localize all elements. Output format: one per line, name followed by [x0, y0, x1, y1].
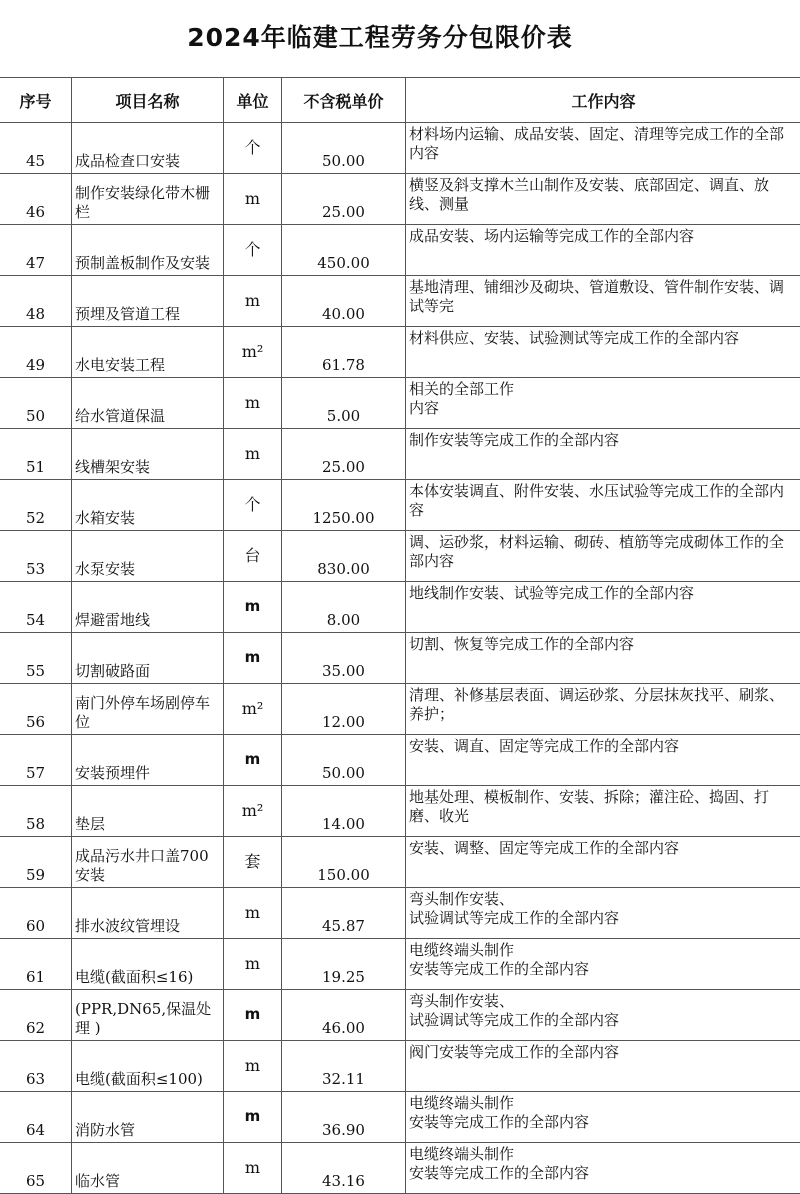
item-unit: m	[224, 276, 282, 327]
table-row	[0, 735, 800, 786]
item-unit: m²	[224, 327, 282, 378]
unit-price: 43.16	[282, 1143, 406, 1194]
unit-price: 450.00	[282, 225, 406, 276]
item-unit: 台	[224, 531, 282, 582]
work-content: 相关的全部工作 内容	[406, 378, 800, 429]
item-unit: 套	[224, 837, 282, 888]
row-number: 53	[0, 531, 72, 582]
table-row	[0, 1143, 800, 1194]
work-content: 材料供应、安装、试验测试等完成工作的全部内容	[406, 327, 800, 378]
unit-price: 25.00	[282, 429, 406, 480]
row-number: 47	[0, 225, 72, 276]
item-unit: m²	[224, 786, 282, 837]
item-name: 切割破路面	[72, 633, 224, 684]
item-name: 预制盖板制作及安装	[72, 225, 224, 276]
page-title: 2024年临建工程劳务分包限价表	[0, 18, 760, 54]
item-name: 焊避雷地线	[72, 582, 224, 633]
item-unit: m	[224, 1143, 282, 1194]
item-name: 消防水管	[72, 1092, 224, 1143]
table-row	[0, 276, 800, 327]
table-row	[0, 378, 800, 429]
table-row	[0, 174, 800, 225]
item-unit: m	[224, 888, 282, 939]
header-work: 工作内容	[406, 78, 800, 123]
unit-price: 36.90	[282, 1092, 406, 1143]
work-content: 电缆终端头制作 安装等完成工作的全部内容	[406, 939, 800, 990]
row-number: 58	[0, 786, 72, 837]
item-unit: m	[224, 990, 282, 1041]
row-number: 64	[0, 1092, 72, 1143]
work-content: 横竖及斜支撑木兰山制作及安装、底部固定、调直、放线、测量	[406, 174, 800, 225]
item-unit: m	[224, 633, 282, 684]
table-row	[0, 633, 800, 684]
work-content: 切割、恢复等完成工作的全部内容	[406, 633, 800, 684]
row-number: 65	[0, 1143, 72, 1194]
unit-price: 25.00	[282, 174, 406, 225]
unit-price: 50.00	[282, 735, 406, 786]
unit-price: 5.00	[282, 378, 406, 429]
unit-price: 19.25	[282, 939, 406, 990]
work-content: 地线制作安装、试验等完成工作的全部内容	[406, 582, 800, 633]
item-name: 水电安装工程	[72, 327, 224, 378]
item-name: (PPR,DN65,保温处理 )	[72, 990, 224, 1041]
unit-price: 50.00	[282, 123, 406, 174]
row-number: 57	[0, 735, 72, 786]
item-unit: m	[224, 378, 282, 429]
row-number: 48	[0, 276, 72, 327]
row-number: 63	[0, 1041, 72, 1092]
unit-price: 1250.00	[282, 480, 406, 531]
unit-price: 35.00	[282, 633, 406, 684]
item-name: 成品污水井口盖700安装	[72, 837, 224, 888]
row-number: 49	[0, 327, 72, 378]
unit-price: 32.11	[282, 1041, 406, 1092]
work-content: 材料场内运输、成品安装、固定、清理等完成工作的全部内容	[406, 123, 800, 174]
item-unit: 个	[224, 225, 282, 276]
header-name: 项目名称	[72, 78, 224, 123]
work-content: 清理、补修基层表面、调运砂浆、分层抹灰找平、刷浆、养护；	[406, 684, 800, 735]
work-content: 弯头制作安装、 试验调试等完成工作的全部内容	[406, 990, 800, 1041]
table-row	[0, 429, 800, 480]
table-body	[0, 123, 800, 1194]
item-unit: m	[224, 582, 282, 633]
item-unit: m	[224, 429, 282, 480]
item-name: 制作安装绿化带木栅栏	[72, 174, 224, 225]
table-row	[0, 786, 800, 837]
table-header-row	[0, 78, 800, 123]
row-number: 62	[0, 990, 72, 1041]
unit-price: 8.00	[282, 582, 406, 633]
item-name: 电缆(截面积≤16)	[72, 939, 224, 990]
work-content: 调、运砂浆，材料运输、砌砖、植筋等完成砌体工作的全部内容	[406, 531, 800, 582]
work-content: 地基处理、模板制作、安装、拆除；灌注砼、捣固、打磨、收光	[406, 786, 800, 837]
unit-price: 45.87	[282, 888, 406, 939]
work-content: 电缆终端头制作 安装等完成工作的全部内容	[406, 1143, 800, 1194]
work-content: 阀门安装等完成工作的全部内容	[406, 1041, 800, 1092]
table-row	[0, 939, 800, 990]
row-number: 59	[0, 837, 72, 888]
unit-price: 12.00	[282, 684, 406, 735]
work-content: 电缆终端头制作 安装等完成工作的全部内容	[406, 1092, 800, 1143]
table-row	[0, 1092, 800, 1143]
item-name: 预埋及管道工程	[72, 276, 224, 327]
work-content: 安装、调直、固定等完成工作的全部内容	[406, 735, 800, 786]
table-row	[0, 1041, 800, 1092]
unit-price: 14.00	[282, 786, 406, 837]
unit-price: 830.00	[282, 531, 406, 582]
work-content: 本体安装调直、附件安装、水压试验等完成工作的全部内容	[406, 480, 800, 531]
item-name: 给水管道保温	[72, 378, 224, 429]
table-row	[0, 888, 800, 939]
table-row	[0, 327, 800, 378]
table-row	[0, 480, 800, 531]
item-name: 临水管	[72, 1143, 224, 1194]
item-unit: m²	[224, 684, 282, 735]
row-number: 60	[0, 888, 72, 939]
table-row	[0, 225, 800, 276]
work-content: 弯头制作安装、 试验调试等完成工作的全部内容	[406, 888, 800, 939]
work-content: 制作安装等完成工作的全部内容	[406, 429, 800, 480]
header-no: 序号	[0, 78, 72, 123]
item-name: 排水波纹管埋设	[72, 888, 224, 939]
item-unit: m	[224, 735, 282, 786]
row-number: 54	[0, 582, 72, 633]
item-unit: m	[224, 174, 282, 225]
header-price: 不含税单价	[282, 78, 406, 123]
row-number: 45	[0, 123, 72, 174]
work-content: 成品安装、场内运输等完成工作的全部内容	[406, 225, 800, 276]
item-name: 水泵安装	[72, 531, 224, 582]
table-row	[0, 123, 800, 174]
work-content: 基地清理、铺细沙及砌块、管道敷设、管件制作安装、调试等完	[406, 276, 800, 327]
unit-price: 61.78	[282, 327, 406, 378]
item-name: 成品检查口安装	[72, 123, 224, 174]
item-name: 线槽架安装	[72, 429, 224, 480]
row-number: 50	[0, 378, 72, 429]
row-number: 51	[0, 429, 72, 480]
row-number: 55	[0, 633, 72, 684]
unit-price: 40.00	[282, 276, 406, 327]
item-name: 安装预埋件	[72, 735, 224, 786]
work-content: 安装、调整、固定等完成工作的全部内容	[406, 837, 800, 888]
item-name: 水箱安装	[72, 480, 224, 531]
unit-price: 150.00	[282, 837, 406, 888]
table-row	[0, 990, 800, 1041]
table-row	[0, 531, 800, 582]
row-number: 61	[0, 939, 72, 990]
item-unit: m	[224, 1041, 282, 1092]
item-unit: m	[224, 939, 282, 990]
table-row	[0, 837, 800, 888]
header-unit: 单位	[224, 78, 282, 123]
table-row	[0, 582, 800, 633]
row-number: 56	[0, 684, 72, 735]
item-unit: m	[224, 1092, 282, 1143]
price-limit-table	[0, 77, 800, 1194]
row-number: 52	[0, 480, 72, 531]
item-unit: 个	[224, 123, 282, 174]
row-number: 46	[0, 174, 72, 225]
unit-price: 46.00	[282, 990, 406, 1041]
item-unit: 个	[224, 480, 282, 531]
item-name: 电缆(截面积≤100)	[72, 1041, 224, 1092]
item-name: 垫层	[72, 786, 224, 837]
item-name: 南门外停车场剧停车位	[72, 684, 224, 735]
table-row	[0, 684, 800, 735]
